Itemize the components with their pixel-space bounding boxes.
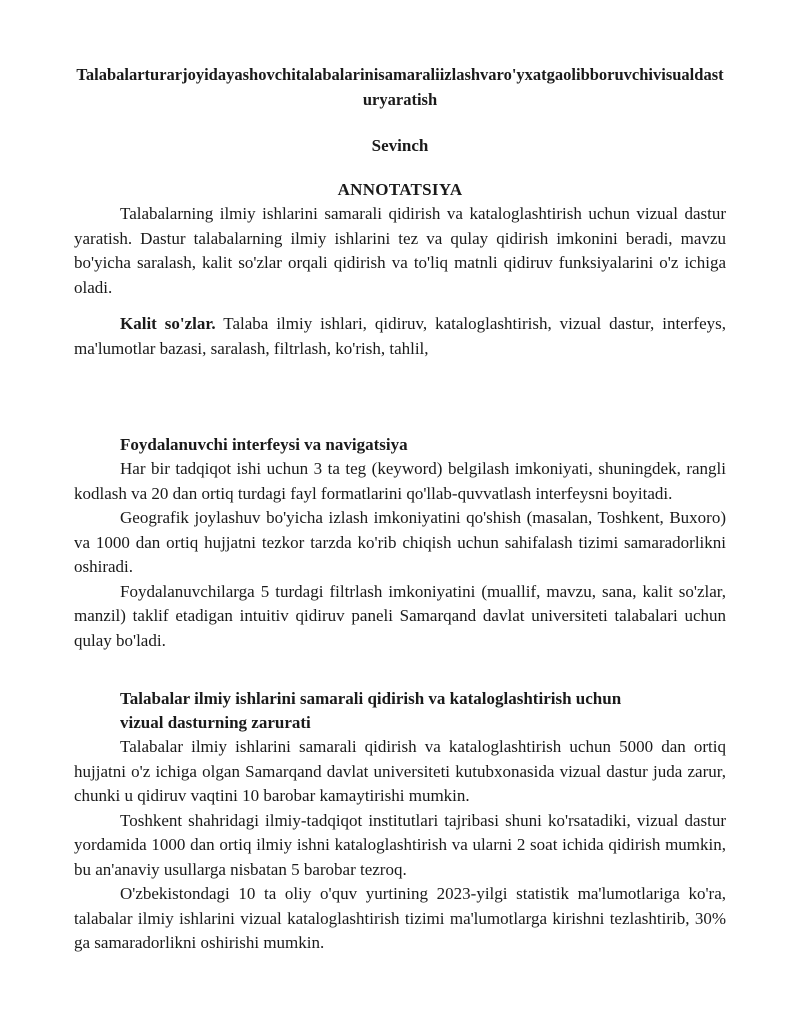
section-heading-necessity: Talabalar ilmiy ishlarini samarali qidirish va kataloglashtirish uchun vizual dasturning zarurati	[120, 689, 622, 732]
section2-paragraph: O'zbekistondagi 10 ta oliy o'quv yurtining 2023-yilgi statistik ma'lumotlariga ko'ra, talabalar ilmiy ishlarini vizual kataloglashtirish tizimi ma'lumotlarga kirishni tezlashtirib, 30% ga samaradorlikni oshirishi mumkin.	[74, 884, 726, 952]
section1-paragraph: Geografik joylashuv bo'yicha izlash imkoniyatini qo'shish (masalan, Toshkent, Buxoro) va 1000 dan ortiq hujjatni tezkor tarzda ko'rib chiqish uchun sahifalash tizimi samaradorlikni oshiradi.	[74, 508, 726, 576]
author-name: Sevinch	[371, 136, 429, 155]
document-page	[74, 62, 726, 956]
keywords-text: Talaba ilmiy ishlari, qidiruv, kataloglashtirish, vizual dastur, interfeys, ma'lumotlar bazasi, saralash, filtrlash, ko'rish, tahlil,	[74, 314, 726, 358]
section1-paragraph: Foydalanuvchilarga 5 turdagi filtrlash imkoniyatini (muallif, mavzu, sana, kalit so'zlar, manzil) taklif etadigan intuitiv qidiruv paneli Samarqand davlat universiteti talabalari uchun qulay bo'ladi.	[74, 581, 726, 650]
keywords-label: Kalit so'zlar.	[120, 314, 216, 333]
section-heading-interface: Foydalanuvchi interfeysi va navigatsiya	[120, 435, 408, 454]
section2-paragraph: Talabalar ilmiy ishlarini samarali qidirish va kataloglashtirish uchun 5000 dan ortiq hujjatni o'z ichiga olgan Samarqand davlat universiteti kutubxonasida vizual dastur juda zarur, chunki u qidiruv vaqtini 10 barobar kamaytirishi mumkin.	[74, 737, 726, 805]
annotation-text: Talabalarning ilmiy ishlarini samarali qidirish va kataloglashtirish uchun vizual dastur yaratish. Dastur talabalarning ilmiy ishlarini tez va qulay qidirish imkonini beradi, mavzu bo'yicha saralash, kalit so'zlar orqali qidirish va to'liq matnli qidiruv funksiyalarini o'z ichiga oladi.	[74, 204, 726, 297]
annotation-heading: ANNOTATSIYA	[337, 180, 463, 199]
keywords-paragraph	[74, 312, 726, 361]
section2-paragraph: Toshkent shahridagi ilmiy-tadqiqot institutlari tajribasi shuni ko'rsatadiki, vizual dastur yordamida 1000 dan ortiq ilmiy ishni kataloglashtirish va ularni 2 soat ichida qidirish mumkin, bu an'anaviy usullarga nisbatan 5 barobar tezroq.	[74, 810, 726, 879]
paper-title: Talabalarturarjoyidayashovchitalabalarinisamaraliizlashvaro'yxatgaolibboruvchivisualdasturyaratish	[76, 65, 724, 109]
section1-paragraph: Har bir tadqiqot ishi uchun 3 ta teg (keyword) belgilash imkoniyati, shuningdek, rangli kodlash va 20 dan ortiq turdagi fayl formatlarini qo'llab-quvvatlash interfeysni boyitadi.	[74, 459, 726, 503]
